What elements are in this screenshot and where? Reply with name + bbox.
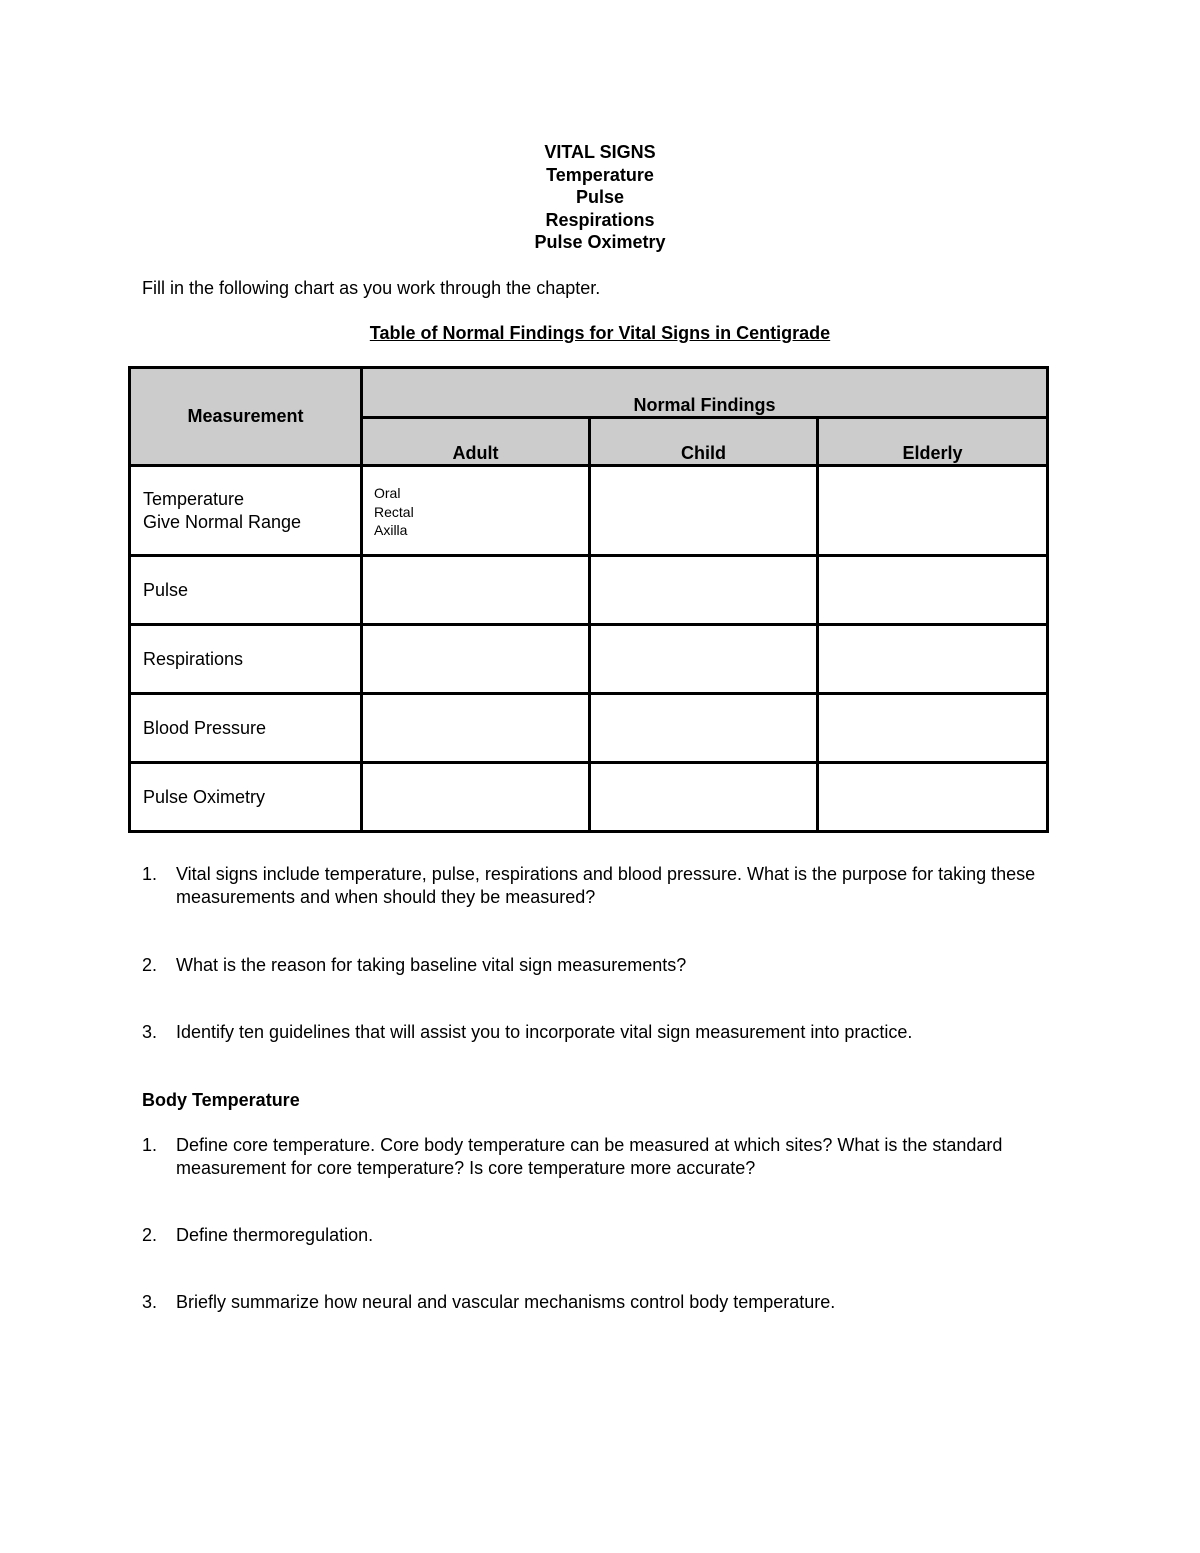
column-header-elderly: Elderly bbox=[818, 418, 1048, 466]
row-label-pulse-oximetry: Pulse Oximetry bbox=[130, 763, 362, 832]
question-number: 2. bbox=[142, 1225, 158, 1245]
row-label-subtext: Give Normal Range bbox=[143, 511, 302, 532]
title-vital-signs: VITAL SIGNS bbox=[544, 142, 656, 162]
question-number: 2. bbox=[142, 955, 158, 975]
note-rectal: Rectal bbox=[374, 503, 414, 520]
respirations-child-cell[interactable] bbox=[590, 625, 818, 694]
temperature-child-cell[interactable] bbox=[590, 466, 818, 556]
question-text: Define thermoregulation. bbox=[176, 1225, 374, 1245]
temperature-elderly-cell[interactable] bbox=[818, 466, 1048, 556]
question-number: 1. bbox=[142, 1135, 158, 1155]
normal-findings-header: Normal Findings bbox=[362, 368, 1048, 418]
table-row bbox=[130, 625, 1048, 694]
document-title-block bbox=[0, 141, 1200, 254]
respirations-elderly-cell[interactable] bbox=[818, 625, 1048, 694]
question-number: 3. bbox=[142, 1292, 158, 1312]
row-label-blood-pressure: Blood Pressure bbox=[130, 694, 362, 763]
blood-pressure-adult-cell[interactable] bbox=[362, 694, 590, 763]
question-text: Vital signs include temperature, pulse, respirations and blood pressure. What is the purpose for taking these measurements and when should they be measured? bbox=[176, 864, 1036, 907]
row-label-respirations: Respirations bbox=[130, 625, 362, 694]
question-number: 3. bbox=[142, 1022, 158, 1042]
title-pulse: Pulse bbox=[575, 187, 625, 207]
intro-instruction: Fill in the following chart as you work through the chapter. bbox=[142, 278, 601, 298]
pulse-oximetry-adult-cell[interactable] bbox=[362, 763, 590, 832]
title-respirations: Respirations bbox=[545, 209, 655, 230]
row-label-text: Temperature bbox=[143, 488, 245, 509]
respirations-adult-cell[interactable] bbox=[362, 625, 590, 694]
question-text: Define core temperature. Core body temperature can be measured at which sites? What is the standard measurement for core temperature? Is core temperature more accurate? bbox=[176, 1135, 1003, 1178]
table-header-row bbox=[130, 368, 1048, 418]
measurement-header: Measurement bbox=[130, 368, 362, 466]
question-text: What is the reason for taking baseline vital sign measurements? bbox=[176, 955, 687, 975]
section-heading-body-temperature: Body Temperature bbox=[142, 1090, 300, 1110]
pulse-oximetry-elderly-cell[interactable] bbox=[818, 763, 1048, 832]
column-header-adult: Adult bbox=[362, 418, 590, 466]
question-text: Briefly summarize how neural and vascular mechanisms control body temperature. bbox=[176, 1292, 836, 1312]
pulse-elderly-cell[interactable] bbox=[818, 556, 1048, 625]
table-row bbox=[130, 466, 1048, 556]
table-row bbox=[130, 556, 1048, 625]
title-temperature: Temperature bbox=[546, 164, 654, 185]
temperature-adult-cell[interactable] bbox=[362, 466, 590, 556]
pulse-child-cell[interactable] bbox=[590, 556, 818, 625]
blood-pressure-child-cell[interactable] bbox=[590, 694, 818, 763]
note-axilla: Axilla bbox=[374, 522, 408, 538]
note-oral: Oral bbox=[374, 485, 401, 501]
question-text: Identify ten guidelines that will assist you to incorporate vital sign measurement into practice. bbox=[176, 1022, 913, 1042]
pulse-oximetry-child-cell[interactable] bbox=[590, 763, 818, 832]
title-pulse-oximetry: Pulse Oximetry bbox=[534, 232, 666, 252]
question-number: 1. bbox=[142, 864, 158, 884]
column-header-child: Child bbox=[590, 418, 818, 466]
blood-pressure-elderly-cell[interactable] bbox=[818, 694, 1048, 763]
pulse-adult-cell[interactable] bbox=[362, 556, 590, 625]
row-label-temperature bbox=[130, 466, 362, 556]
vital-signs-table bbox=[128, 366, 1049, 833]
row-label-pulse: Pulse bbox=[130, 556, 362, 625]
table-row bbox=[130, 694, 1048, 763]
table-row bbox=[130, 763, 1048, 832]
table-title: Table of Normal Findings for Vital Signs in Centigrade bbox=[369, 323, 831, 343]
